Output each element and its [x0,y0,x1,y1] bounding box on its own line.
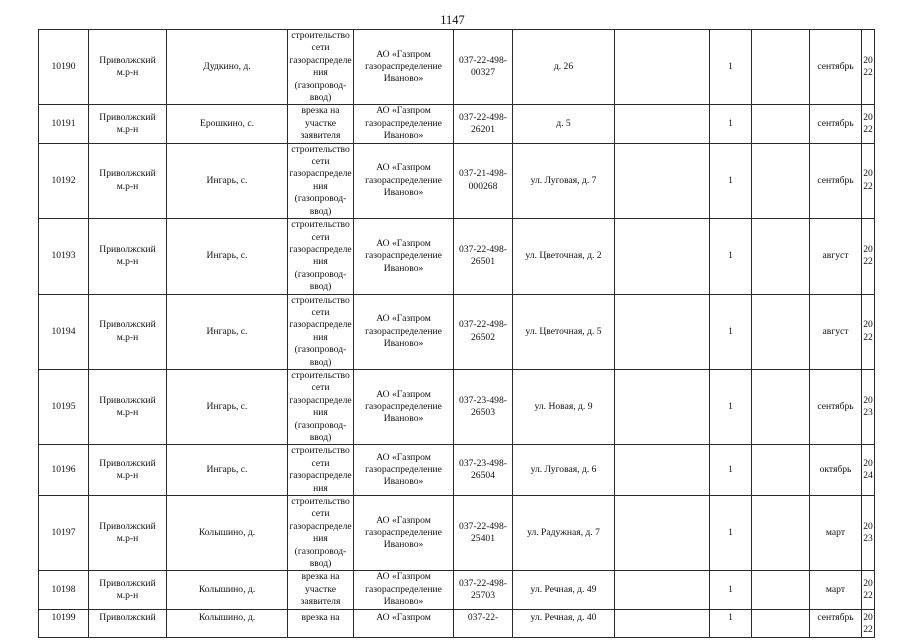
year-cell: 2022 [862,30,875,105]
table-row [39,496,875,571]
address-cell: ул. Луговая, д. 7 [513,143,615,218]
organization-cell: АО «Газпром газораспределение Иваново» [354,105,454,143]
address-cell: ул. Радужная, д. 7 [513,496,615,571]
month-cell: март [810,571,862,609]
empty-cell [615,445,710,496]
empty-cell [615,143,710,218]
district-cell: Приволжский м.р-н [89,219,167,294]
locality-cell: Ингарь, с. [167,294,288,369]
year-cell: 2022 [862,571,875,609]
address-cell: д. 26 [513,30,615,105]
address-cell: ул. Речная, д. 49 [513,571,615,609]
table-row [39,294,875,369]
locality-cell: Колышино, д. [167,609,288,637]
work-type-cell: врезка на участке заявителя [288,571,354,609]
locality-cell: Колышино, д. [167,496,288,571]
quantity-cell: 1 [710,496,752,571]
quantity-cell: 1 [710,30,752,105]
district-cell: Приволжский м.р-н [89,143,167,218]
locality-cell: Дудкино, д. [167,30,288,105]
organization-cell: АО «Газпром газораспределение Иваново» [354,143,454,218]
year-cell: 2023 [862,369,875,444]
quantity-cell: 1 [710,219,752,294]
year-cell: 2023 [862,496,875,571]
row-number-cell: 10195 [39,369,89,444]
work-type-cell: врезка на [288,609,354,637]
application-code-cell: 037-22-498-25401 [454,496,513,571]
quantity-cell: 1 [710,143,752,218]
application-code-cell: 037-22-498-26501 [454,219,513,294]
row-number-cell: 10194 [39,294,89,369]
year-cell: 2022 [862,609,875,637]
organization-cell: АО «Газпром газораспределение Иваново» [354,496,454,571]
month-cell: сентябрь [810,30,862,105]
locality-cell: Колышино, д. [167,571,288,609]
district-cell: Приволжский м.р-н [89,496,167,571]
month-cell: сентябрь [810,143,862,218]
application-code-cell: 037-22- [454,609,513,637]
row-number-cell: 10192 [39,143,89,218]
empty-cell [752,30,810,105]
work-type-cell: строительство сети газораспределения (газопровод-ввод) [289,369,352,443]
empty-cell [752,496,810,571]
month-cell: сентябрь [810,105,862,143]
table-body [39,30,875,638]
organization-cell: АО «Газпром газораспределение Иваново» [354,571,454,609]
organization-cell: АО «Газпром газораспределение Иваново» [354,369,454,444]
empty-cell [615,30,710,105]
quantity-cell: 1 [710,609,752,637]
application-code-cell: 037-22-498-25703 [454,571,513,609]
month-cell: сентябрь [810,609,862,637]
empty-cell [752,219,810,294]
application-code-cell: 037-23-498-26504 [454,445,513,496]
table-row [39,609,875,637]
year-cell: 2022 [862,294,875,369]
quantity-cell: 1 [710,445,752,496]
empty-cell [752,571,810,609]
table-row [39,105,875,143]
organization-cell: АО «Газпром газораспределение Иваново» [354,445,454,496]
row-number-cell: 10193 [39,219,89,294]
locality-cell: Ингарь, с. [167,143,288,218]
empty-cell [752,105,810,143]
quantity-cell: 1 [710,105,752,143]
quantity-cell: 1 [710,369,752,444]
work-type-cell: строительство сети газораспределения (газопровод-ввод) [289,30,352,104]
organization-cell: АО «Газпром газораспределение Иваново» [354,219,454,294]
quantity-cell: 1 [710,294,752,369]
month-cell: август [810,294,862,369]
month-cell: август [810,219,862,294]
row-number-cell: 10196 [39,445,89,496]
district-cell: Приволжский м.р-н [89,369,167,444]
application-code-cell: 037-22-498-26502 [454,294,513,369]
quantity-cell: 1 [710,571,752,609]
row-number-cell: 10198 [39,571,89,609]
empty-cell [615,571,710,609]
application-code-cell: 037-22-498-00327 [454,30,513,105]
row-number-cell: 10191 [39,105,89,143]
empty-cell [752,294,810,369]
district-cell: Приволжский м.р-н [89,445,167,496]
work-type-cell: строительство сети газораспределения (газопровод-ввод) [289,143,352,217]
table-row [39,571,875,609]
locality-cell: Ингарь, с. [167,219,288,294]
year-cell: 2024 [862,445,875,496]
empty-cell [615,369,710,444]
district-cell: Приволжский м.р-н [89,105,167,143]
year-cell: 2022 [862,105,875,143]
address-cell: ул. Цветочная, д. 2 [513,219,615,294]
district-cell: Приволжский м.р-н [89,571,167,609]
table-row [39,143,875,218]
year-cell: 2022 [862,143,875,218]
empty-cell [615,496,710,571]
work-type-cell: строительство сети газораспределения (газопровод-ввод) [289,294,352,368]
address-cell: ул. Речная, д. 40 [513,609,615,637]
row-number-cell: 10197 [39,496,89,571]
table-row [39,445,875,496]
empty-cell [615,219,710,294]
row-number-cell: 10190 [39,30,89,105]
empty-cell [752,369,810,444]
page-number: 1147 [440,13,465,27]
application-code-cell: 037-22-498-26201 [454,105,513,143]
empty-cell [615,294,710,369]
month-cell: март [810,496,862,571]
district-cell: Приволжский м.р-н [89,294,167,369]
empty-cell [752,143,810,218]
empty-cell [615,609,710,637]
empty-cell [615,105,710,143]
empty-cell [752,445,810,496]
work-type-cell: строительство сети газораспределения (газопровод-ввод) [289,496,352,570]
application-code-cell: 037-23-498-26503 [454,369,513,444]
locality-cell: Ингарь, с. [167,369,288,444]
application-code-cell: 037-21-498-000268 [454,143,513,218]
work-type-cell: врезка на участке заявителя [288,105,354,143]
address-cell: ул. Новая, д. 9 [513,369,615,444]
address-cell: д. 5 [513,105,615,143]
district-cell: Приволжский [89,609,167,637]
month-cell: октябрь [810,445,862,496]
table-row [39,369,875,444]
month-cell: сентябрь [810,369,862,444]
table-row [39,30,875,105]
organization-cell: АО «Газпром газораспределение Иваново» [354,30,454,105]
table-row [39,219,875,294]
work-type-cell: строительство сети газораспределения [289,445,352,494]
organization-cell: АО «Газпром [354,609,454,637]
address-cell: ул. Луговая, д. 6 [513,445,615,496]
gasification-registry-table [38,29,875,638]
address-cell: ул. Цветочная, д. 5 [513,294,615,369]
empty-cell [752,609,810,637]
district-cell: Приволжский м.р-н [89,30,167,105]
work-type-cell: строительство сети газораспределения (газопровод-ввод) [289,219,352,293]
organization-cell: АО «Газпром газораспределение Иваново» [354,294,454,369]
locality-cell: Ерошкино, с. [167,105,288,143]
locality-cell: Ингарь, с. [167,445,288,496]
row-number-cell: 10199 [39,609,89,637]
year-cell: 2022 [862,219,875,294]
